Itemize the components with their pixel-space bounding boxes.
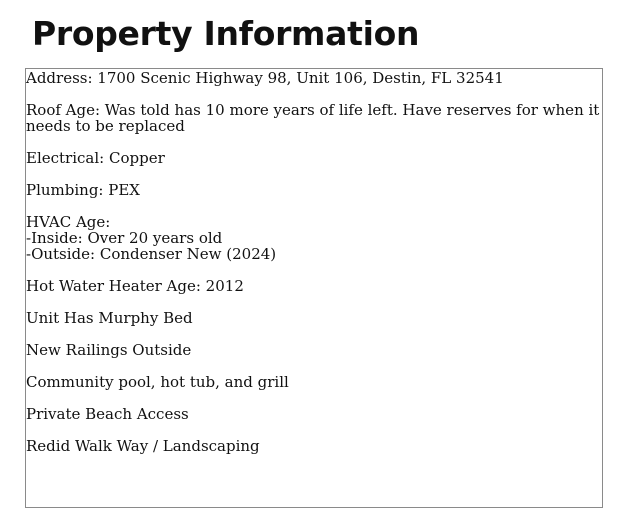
plumbing-line: Plumbing: PEX xyxy=(26,181,140,199)
spacer xyxy=(26,326,602,342)
roof-age-line: Roof Age: Was told has 10 more years of life left. Have reserves for when it needs to be replaced xyxy=(26,101,600,135)
property-details-box xyxy=(25,68,603,508)
hot-water-line: Hot Water Heater Age: 2012 xyxy=(26,277,244,295)
address-line: Address: 1700 Scenic Highway 98, Unit 106, Destin, FL 32541 xyxy=(26,69,504,87)
spacer xyxy=(26,198,602,214)
walkway-line: Redid Walk Way / Landscaping xyxy=(26,437,260,455)
spacer xyxy=(26,390,602,406)
spacer xyxy=(26,166,602,182)
beach-access-line: Private Beach Access xyxy=(26,405,189,423)
electrical-line: Electrical: Copper xyxy=(26,149,165,167)
hvac-inside-line: -Inside: Over 20 years old xyxy=(26,229,223,247)
spacer xyxy=(26,294,602,310)
spacer xyxy=(26,262,602,278)
hvac-heading-line: HVAC Age: xyxy=(26,213,111,231)
spacer xyxy=(26,86,602,102)
spacer xyxy=(26,358,602,374)
railings-line: New Railings Outside xyxy=(26,341,192,359)
page-title: Property Information xyxy=(32,14,420,53)
community-amenities-line: Community pool, hot tub, and grill xyxy=(26,373,289,391)
murphy-bed-line: Unit Has Murphy Bed xyxy=(26,309,193,327)
spacer xyxy=(26,422,602,438)
spacer xyxy=(26,134,602,150)
hvac-outside-line: -Outside: Condenser New (2024) xyxy=(26,245,277,263)
